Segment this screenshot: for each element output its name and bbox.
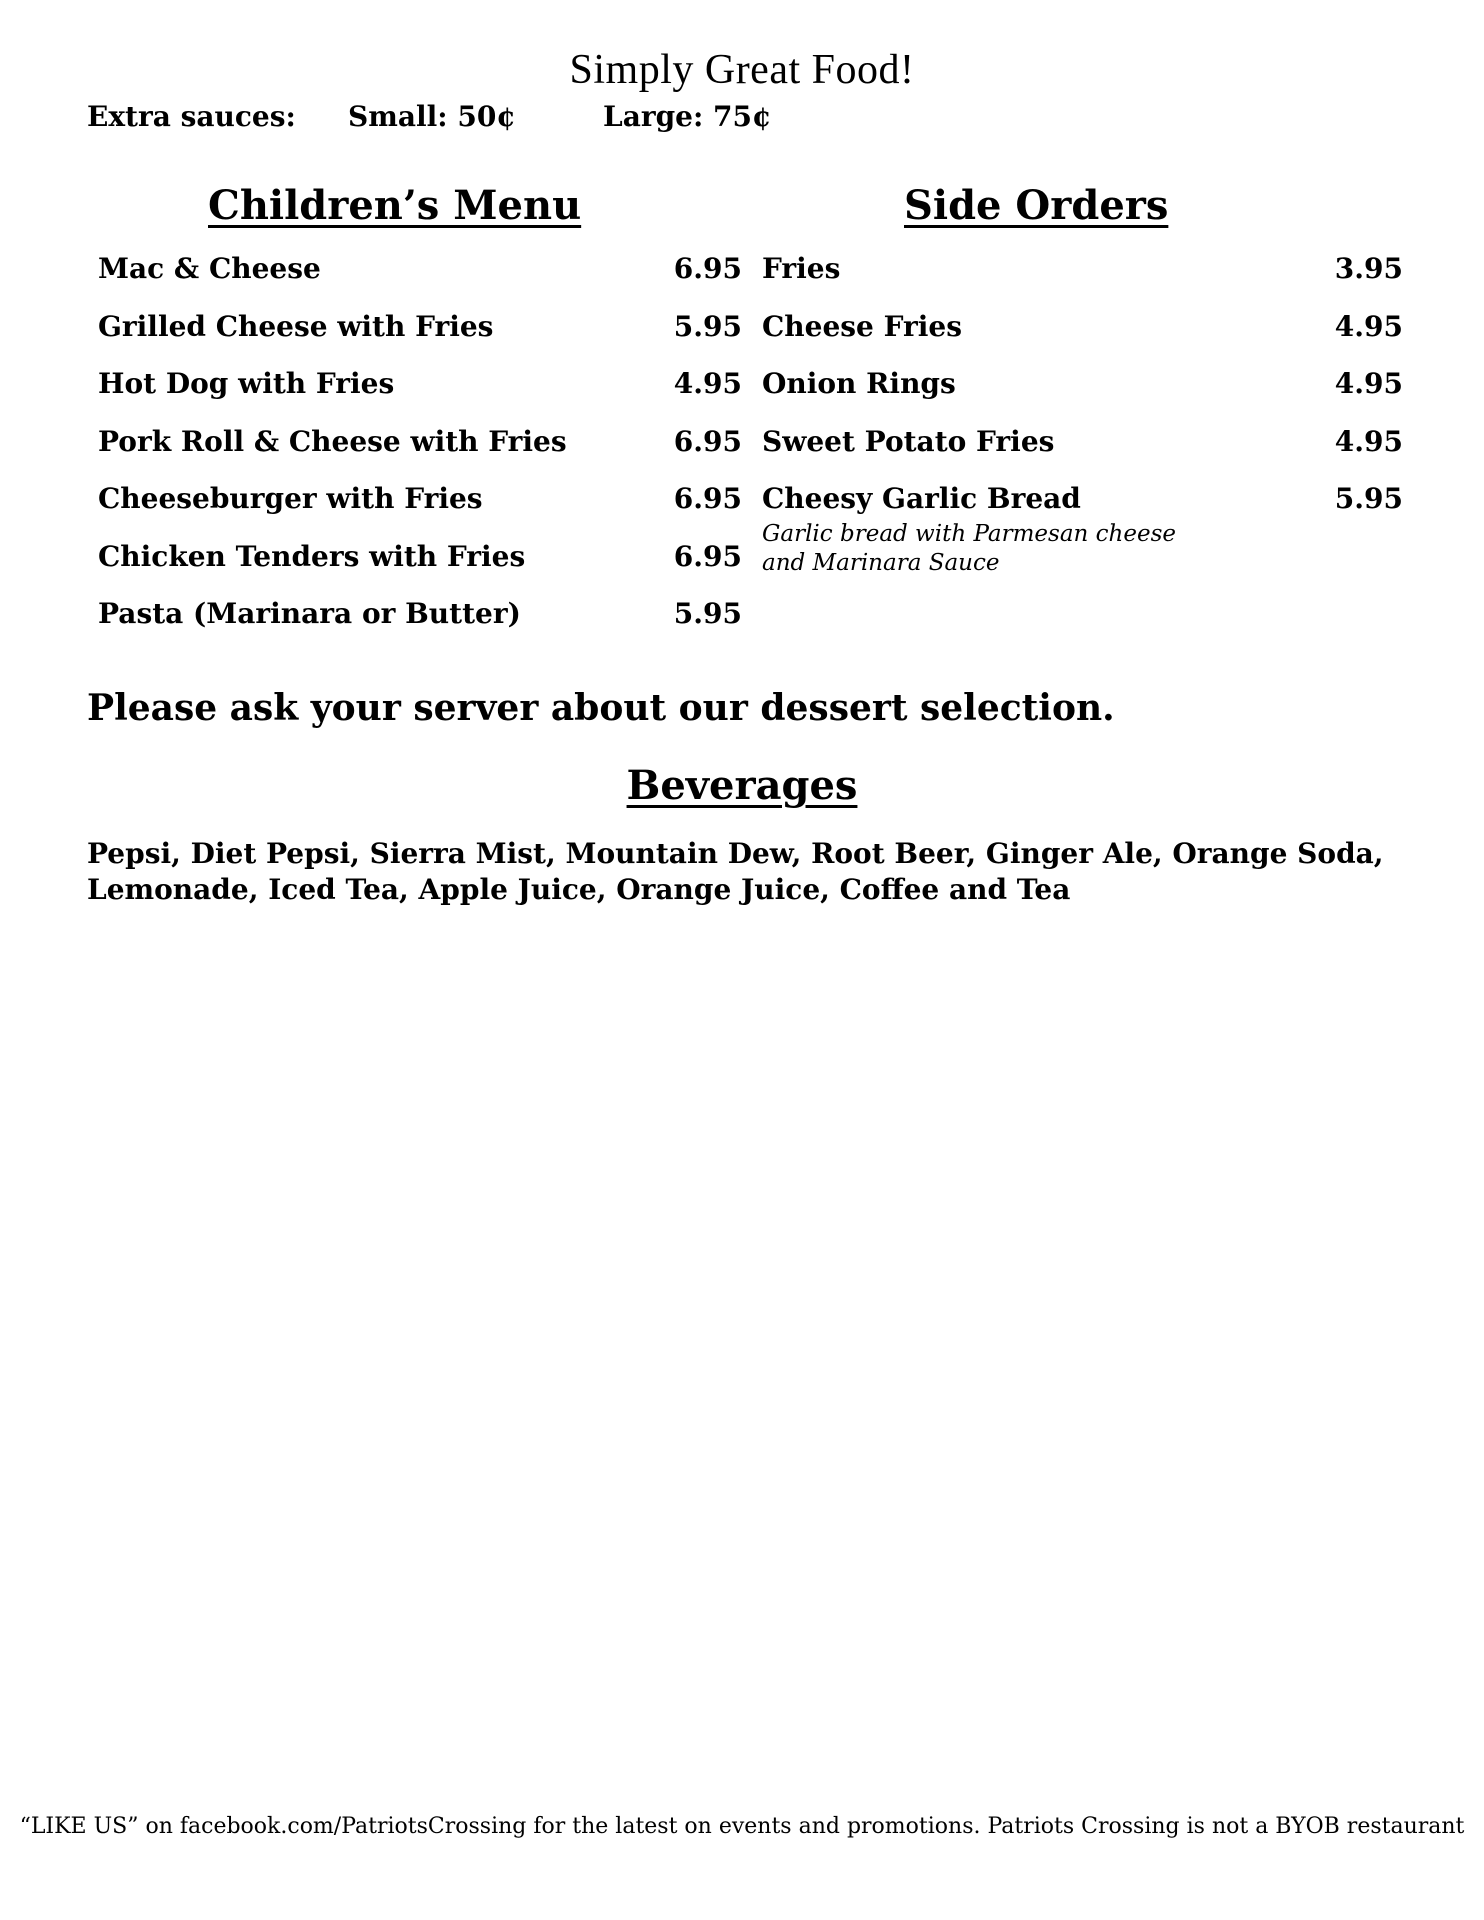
childrens-menu-list xyxy=(98,252,742,655)
item-name: Pork Roll & Cheese with Fries xyxy=(98,424,567,458)
item-price: 5.95 xyxy=(673,309,742,343)
small-sauce-price: Small: 50¢ xyxy=(348,100,516,133)
item-name: Mac & Cheese xyxy=(98,252,321,285)
footer-note: “LIKE US” on facebook.com/PatriotsCrossing for the latest on events and promotions. Patriots Crossing is not a BYOB restaurant xyxy=(19,1814,1465,1839)
item-price: 6.95 xyxy=(673,539,742,573)
item-name: Cheeseburger with Fries xyxy=(98,482,483,515)
item-price: 5.95 xyxy=(1334,482,1403,515)
item-name: Pasta (Marinara or Butter) xyxy=(98,597,521,630)
item-price: 4.95 xyxy=(673,367,742,400)
menu-item xyxy=(98,425,742,483)
item-name: Cheesy Garlic Bread xyxy=(762,482,1081,515)
menu-item xyxy=(762,482,1403,576)
item-price: 3.95 xyxy=(1334,252,1403,285)
menu-item xyxy=(98,482,742,540)
page-title: Simply Great Food! xyxy=(569,47,915,93)
item-price: 5.95 xyxy=(673,597,742,630)
menu-item xyxy=(762,252,1403,310)
menu-item xyxy=(98,252,742,310)
childrens-menu-heading: Children’s Menu xyxy=(208,182,582,229)
beverages-heading: Beverages xyxy=(626,762,858,809)
item-name: Chicken Tenders with Fries xyxy=(98,539,526,573)
dessert-note: Please ask your server about our dessert selection. xyxy=(87,687,1115,729)
menu-item xyxy=(762,425,1403,483)
menu-item xyxy=(762,367,1403,425)
menu-item xyxy=(98,367,742,425)
menu-item xyxy=(98,540,742,598)
item-price: 6.95 xyxy=(673,424,742,458)
extra-sauces-label: Extra sauces: xyxy=(87,100,296,133)
item-name: Onion Rings xyxy=(762,367,956,400)
side-orders-heading: Side Orders xyxy=(904,182,1169,229)
large-sauce-price: Large: 75¢ xyxy=(603,100,772,133)
item-name: Hot Dog with Fries xyxy=(98,367,395,400)
item-price: 6.95 xyxy=(673,482,742,515)
item-name: Grilled Cheese with Fries xyxy=(98,309,494,343)
menu-item xyxy=(98,597,742,655)
item-name: Fries xyxy=(762,252,841,285)
menu-item xyxy=(98,310,742,368)
beverages-list: Pepsi, Diet Pepsi, Sierra Mist, Mountain Dew, Root Beer, Ginger Ale, Orange Soda, Lemonade, Iced Tea, Apple Juice, Orange Juice, Coffee and Tea xyxy=(87,837,1384,906)
item-price: 4.95 xyxy=(1334,367,1403,400)
side-orders-list xyxy=(762,252,1403,576)
item-description: Garlic bread with Parmesan cheese and Marinara Sauce xyxy=(762,521,1177,576)
menu-item xyxy=(762,310,1403,368)
item-price: 4.95 xyxy=(1334,424,1403,458)
item-price: 4.95 xyxy=(1334,309,1403,343)
item-name: Cheese Fries xyxy=(762,309,962,343)
item-price: 6.95 xyxy=(673,252,742,285)
item-name: Sweet Potato Fries xyxy=(762,424,1055,458)
